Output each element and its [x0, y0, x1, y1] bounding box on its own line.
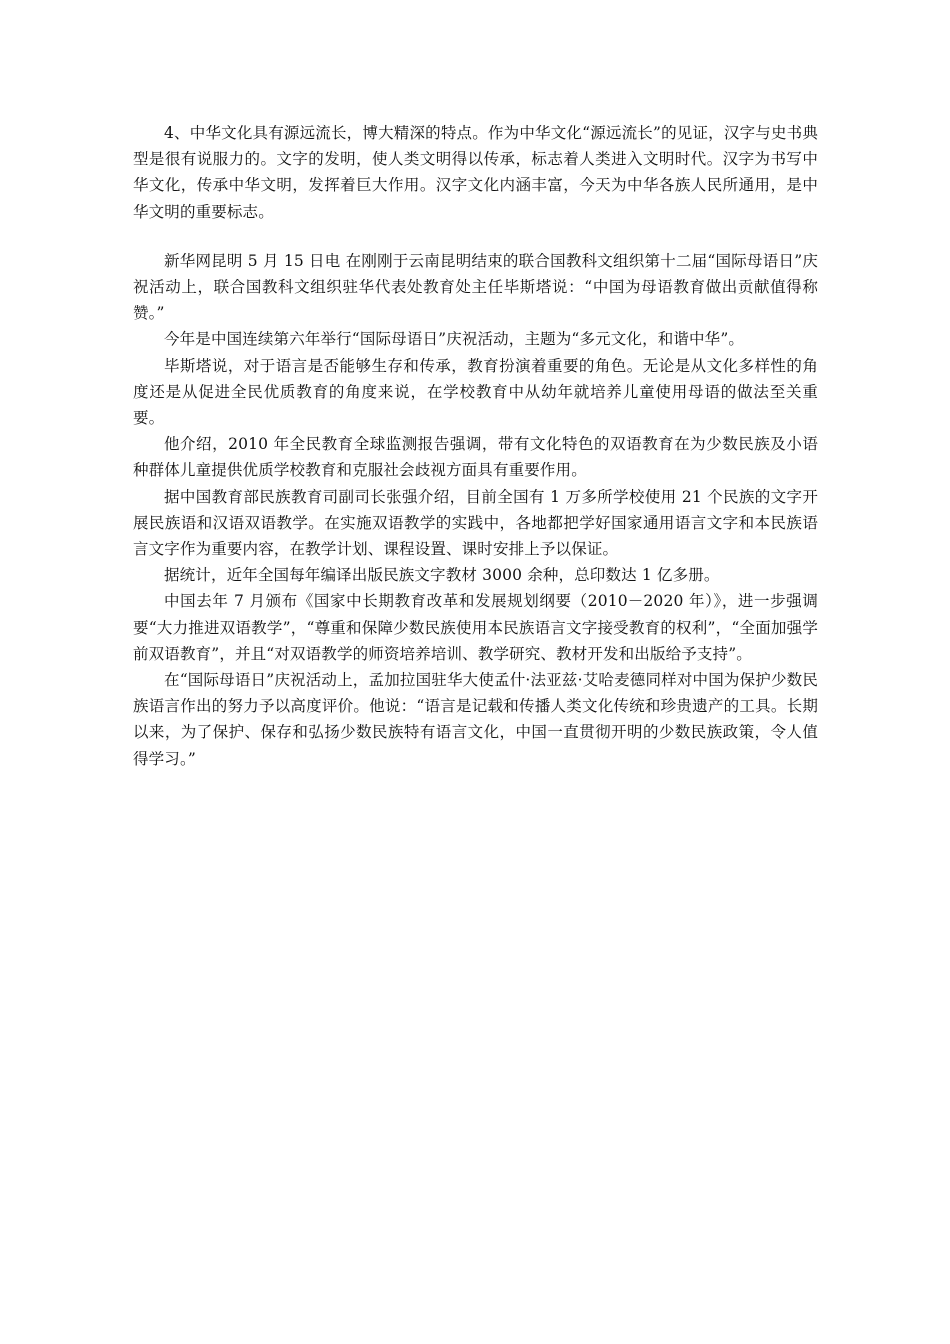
paragraph-news-lead: 新华网昆明 5 月 15 日电 在刚刚于云南昆明结束的联合国教科文组织第十二届“国际母语日”庆祝活动上，联合国教科文组织驻华代表处教育处主任毕斯塔说：“中国为母语教育做出贡献值得称赞。” — [133, 251, 818, 323]
paragraph-textbook-statistics: 据统计，近年全国每年编译出版民族文字教材 3000 余种，总印数达 1 亿多册。 — [164, 566, 720, 585]
paragraph-event-theme: 今年是中国连续第六年举行“国际母语日”庆祝活动，主题为“多元文化，和谐中华”。 — [164, 330, 745, 349]
paragraph-ambassador-remarks: 在“国际母语日”庆祝活动上，孟加拉国驻华大使孟什·法亚兹·艾哈麦德同样对中国为保护少数民族语言作出的努力予以高度评价。他说：“语言是记载和传播人类文化传统和珍贵遗产的工具。长期以来，为了保护、保存和弘扬少数民族特有语言文化，中国一直贯彻开明的少数民族政策，令人值得学习。” — [133, 671, 818, 768]
document-body — [133, 120, 818, 772]
paragraph-chinese-culture: 4、中华文化具有源远流长，博大精深的特点。作为中华文化“源远流长”的见证，汉字与史书典型是很有说服力的。文字的发明，使人类文明得以传承，标志着人类进入文明时代。汉字为书写中华文化，传承中华文明，发挥着巨大作用。汉字文化内涵丰富，今天为中华各族人民所通用，是中华文明的重要标志。 — [133, 124, 818, 221]
paragraph-education-plan: 中国去年 7 月颁布《国家中长期教育改革和发展规划纲要（2010－2020 年）》，进一步强调要“大力推进双语教学”，“尊重和保障少数民族使用本民族语言文字接受教育的权利”，“全面加强学前双语教育”，并且“对双语教学的师资培养培训、教学研究、教材开发和出版给予支持”。 — [133, 592, 818, 663]
section-spacer — [133, 225, 818, 248]
section-news-article — [133, 248, 818, 772]
section-cultural-heritage — [133, 120, 818, 225]
paragraph-monitoring-report: 他介绍，2010 年全民教育全球监测报告强调，带有文化特色的双语教育在为少数民族及小语种群体儿童提供优质学校教育和克服社会歧视方面具有重要作用。 — [133, 435, 818, 480]
paragraph-bilingual-schools: 据中国教育部民族教育司副司长张强介绍，目前全国有 1 万多所学校使用 21 个民族的文字开展民族语和汉语双语教学。在实施双语教学的实践中，各地都把学好国家通用语言文字和本民族语言文字作为重要内容，在教学计划、课程设置、课时安排上予以保证。 — [133, 487, 818, 559]
paragraph-education-role: 毕斯塔说，对于语言是否能够生存和传承，教育扮演着重要的角色。无论是从文化多样性的角度还是从促进全民优质教育的角度来说，在学校教育中从幼年就培养儿童使用母语的做法至关重要。 — [133, 356, 818, 428]
